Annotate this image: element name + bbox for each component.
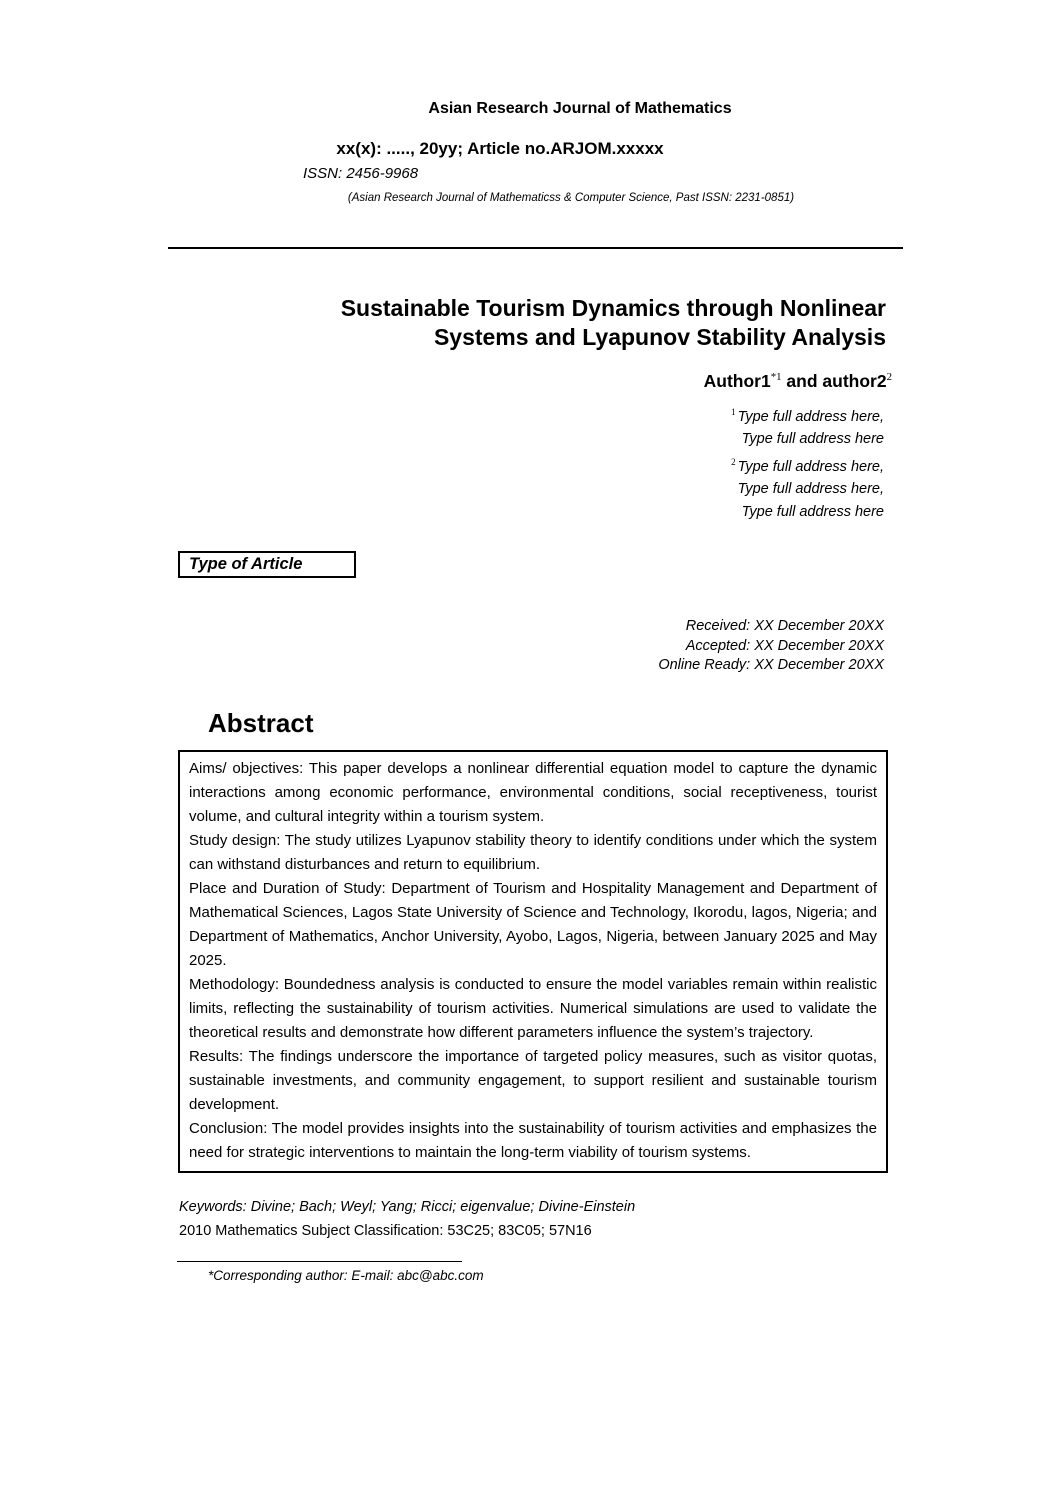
abstract-box [178, 750, 888, 1173]
author1-superscript: *1 [770, 371, 782, 384]
footnote-divider [177, 1261, 462, 1262]
abstract-paragraph-methodology: Methodology: Boundedness analysis is conducted to ensure the model variables remain within realistic limits, reflecting the sustainability of tourism activities. Numerical simulations are used to validate the theoretical results and demonstrate how different parameters influence the system’s trajectory. [189, 976, 877, 1041]
classification-line: 2010 Mathematics Subject Classification: 53C25; 83C05; 57N16 [179, 1223, 592, 1239]
journal-past-issn: (Asian Research Journal of Mathematicss & Computer Science, Past ISSN: 2231-0851) [347, 192, 795, 204]
affiliation-3-text: Type full address here, [737, 458, 884, 475]
article-title [341, 294, 886, 352]
abstract-paragraph-aims: Aims/ objectives: This paper develops a nonlinear differential equation model to capture the dynamic interactions among economic performance, environmental conditions, social receptiveness, tourist volume, and cultural integrity within a tourism system. [189, 760, 877, 825]
affiliation-1-text: Type full address here, [737, 408, 884, 425]
keywords-line: Keywords: Divine; Bach; Weyl; Yang; Ricci; eigenvalue; Divine-Einstein [179, 1199, 636, 1215]
affiliation-1-superscript: 1 [731, 407, 736, 417]
accepted-date: Accepted: XX December 20XX [685, 637, 884, 654]
online-ready-date: Online Ready: XX December 20XX [658, 657, 884, 673]
affiliations-block [731, 401, 884, 523]
authors-line [704, 371, 892, 392]
abstract-paragraph-place-duration: Place and Duration of Study: Department of Tourism and Hospitality Management and Department of Mathematical Sciences, Lagos State University of Science and Technology, Ikorodu, lagos, Nigeria; and Department of Mathematics, Anchor University, Ayobo, Lagos, Nigeria, between January 2025 and May 2025. [189, 880, 877, 969]
journal-name: Asian Research Journal of Mathematics [428, 100, 732, 117]
affiliation-2-text: Type full address here [741, 431, 884, 448]
corresponding-author-footnote: *Corresponding author: E-mail: abc@abc.com [208, 1268, 484, 1283]
header-divider [168, 247, 903, 249]
affiliation-5-text: Type full address here [741, 503, 884, 520]
authors-connector: and [781, 371, 823, 391]
author2-name: author2 [822, 371, 887, 391]
dates-block [658, 617, 884, 676]
affiliation-line-5 [731, 501, 884, 524]
received-date: Received: XX December 20XX [685, 618, 884, 634]
abstract-paragraph-results: Results: The findings underscore the importance of targeted policy measures, such as visitor quotas, sustainable investments, and community engagement, to support resilient and sustainable tourism development. [189, 1048, 877, 1113]
article-title-line1: Sustainable Tourism Dynamics through Nonlinear [340, 295, 886, 321]
affiliation-line-3 [731, 451, 884, 478]
author2-superscript: 2 [886, 371, 892, 384]
abstract-paragraph-study-design: Study design: The study utilizes Lyapunov stability theory to identify conditions under which the system can withstand disturbances and return to equilibrium. [189, 832, 877, 873]
affiliation-3-superscript: 2 [731, 456, 736, 467]
author1-name: Author1 [703, 371, 771, 391]
article-type-box [178, 551, 356, 578]
article-title-line2: Systems and Lyapunov Stability Analysis [433, 324, 886, 350]
article-type-label: Type of Article [189, 555, 303, 573]
abstract-heading: Abstract [208, 708, 314, 738]
abstract-paragraph-conclusion: Conclusion: The model provides insights into the sustainability of tourism activities and emphasizes the need for strategic interventions to maintain the long-term viability of tourism systems. [189, 1120, 877, 1161]
affiliation-line-4 [731, 478, 884, 501]
affiliation-4-text: Type full address here, [737, 481, 884, 498]
affiliation-line-2 [731, 428, 884, 451]
journal-issue-line: xx(x): ....., 20yy; Article no.ARJOM.xxxxx [336, 139, 664, 158]
journal-issn: ISSN: 2456-9968 [303, 165, 419, 182]
affiliation-line-1 [731, 401, 884, 428]
